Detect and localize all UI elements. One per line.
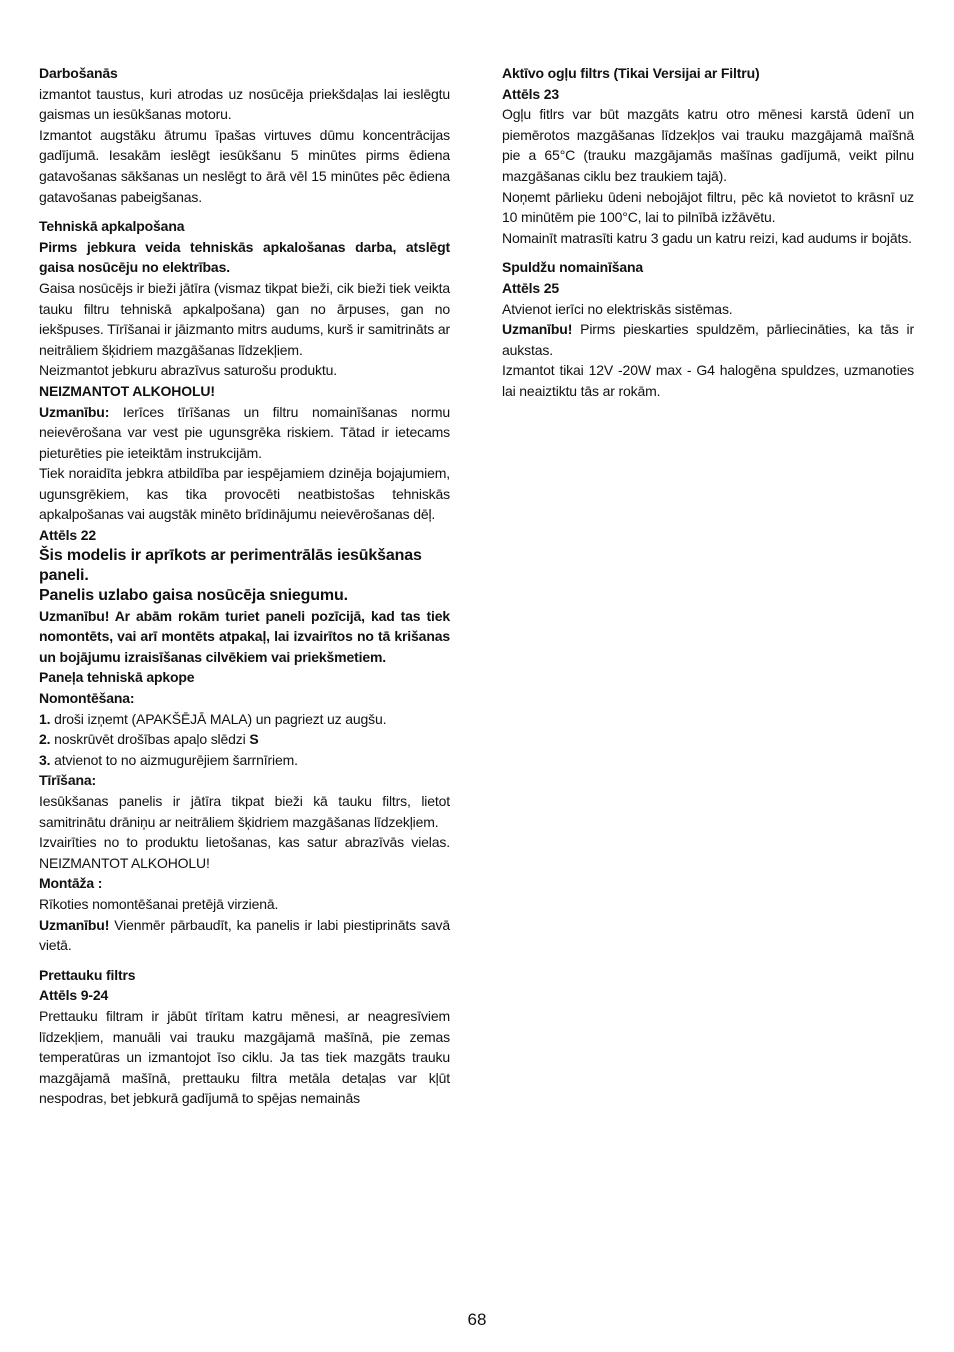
paragraph: Izvairīties no to produktu lietošanas, kas satur abrazīvās vielas. NEIZMANTOT ALKOHOLU!	[39, 834, 450, 871]
heading-spuldzu-nomainisana: Spuldžu nomainīšana	[502, 259, 644, 276]
figure-reference: Attēls 23	[502, 85, 560, 102]
heading-prettauku-filtrs: Prettauku filtrs	[39, 966, 136, 983]
caution-label: Uzmanību:	[39, 403, 110, 420]
page-number	[0, 1310, 954, 1330]
no-alcohol-warning: NEIZMANTOT ALKOHOLU!	[39, 382, 215, 399]
caution-paragraph	[39, 402, 450, 464]
subheading-panel-maintenance: Paneļa tehniskā apkope	[39, 669, 195, 686]
paragraph: Iesūkšanas panelis ir jātīra tikpat bieži kā tauku filtrs, lietot samitrinātu drāniņu ar neitrāliem šķidriem mazgāšanas līdzekļiem.	[39, 793, 450, 830]
caution-text: Vienmēr pārbaudīt, ka panelis ir labi piestiprināts savā vietā.	[39, 916, 450, 954]
right-column	[502, 63, 914, 402]
paragraph: Noņemt pārlieku ūdeni nebojājot filtru, pēc kā novietot to krāsnī uz 10 minūtēm pie 100°C, lai to pilnībā izžāvētu.	[502, 188, 914, 226]
step-item	[39, 709, 450, 730]
left-column	[39, 63, 450, 1109]
paragraph: Gaisa nosūcējs ir bieži jātīra (vismaz tikpat bieži, cik bieži tiek veikta tauku filtru tehniskā apkalpošana) gan no ārpuses, gan no iekšpuses. Tīrīšanai ir jāizmanto mitrs audums, kurš ir samitrināts ar neitrāliem šķidriem mazgāšanas līdzekļiem.	[39, 279, 450, 358]
paragraph: Rīkoties nomontēšanai pretējā virzienā.	[39, 895, 279, 912]
step-strong: S	[249, 731, 259, 748]
subheading-mounting: Montāža :	[39, 875, 103, 892]
heading-aktivo-oglu-filtrs: Aktīvo ogļu filtrs (Tikai Versijai ar Filtru)	[502, 65, 760, 81]
heading-darbosanas: Darbošanās	[39, 65, 118, 81]
step-number: 1.	[39, 710, 51, 727]
caution-label: Uzmanību!	[502, 321, 573, 338]
paragraph: Ogļu fitlrs var būt mazgāts katru otro mēnesi karstā ūdenī un piemērotos mazgāšanas līdzekļos vai trauku mazgājamā maīšnā pie a 65°C (trauku mazgājamās mašīnas gadījumā, veikt pilnu mazgāšanas ciklu bez traukiem tajā).	[502, 106, 914, 184]
paragraph: Izmantot tikai 12V -20W max - G4 halogēna spuldzes, uzmanoties lai neaiztiktu tās ar rokām.	[502, 362, 914, 399]
step-text: droši izņemt (APAKŠĒJĀ MALA) un pagriezt uz augšu.	[50, 710, 387, 727]
paragraph: izmantot taustus, kuri atrodas uz nosūcēja priekšdaļas lai ieslēgtu gaismas un iesūkšanas motoru.	[39, 85, 450, 123]
caution-text: Ierīces tīrīšanas un filtru nomainīšanas normu neievērošana var vest pie ugunsgrēka riskiem. Tātad ir ietecams pieturēties pie ieteiktām instrukcijām.	[39, 403, 450, 461]
step-number: 2.	[39, 731, 51, 748]
subheading-cleaning: Tīrīšana:	[39, 772, 97, 789]
model-statement: Šis modelis ir aprīkots ar perimentrālās iesūkšanas paneli.	[39, 546, 422, 584]
paragraph: Atvienot ierīci no elektriskās sistēmas.	[502, 300, 733, 317]
heading-tehniska-apkalposana: Tehniskā apkalpošana	[39, 218, 185, 235]
caution-paragraph	[39, 915, 450, 956]
paragraph: Neizmantot jebkuru abrazīvus saturošu produktu.	[39, 362, 337, 379]
step-item	[39, 750, 450, 771]
caution-label: Uzmanību!	[39, 916, 110, 933]
step-number: 3.	[39, 751, 51, 768]
subheading-removal: Nomontēšana:	[39, 690, 135, 707]
paragraph: Prettauku filtram ir jābūt tīrītam katru mēnesi, ar neagresīviem līdzekļiem, manuāli vai trauku mazgājamā mašīnā, pie zemas temperatūras un izmantojot īso ciklu. Ja tas tiek mazgāts trauku mazgājamā mašīnā, prettauku filtra metāla detaļas var kļūt nespodras, bet jebkurā gadījumā to spējas nemainās	[39, 1007, 450, 1107]
step-text: noskrūvēt drošības apaļo slēdzi	[50, 731, 250, 748]
panel-statement: Panelis uzlabo gaisa nosūcēja sniegumu.	[39, 586, 348, 604]
step-item	[39, 729, 450, 750]
figure-reference: Attēls 9-24	[39, 987, 109, 1004]
figure-reference: Attēls 25	[502, 279, 560, 296]
caution-paragraph	[502, 319, 914, 360]
figure-reference: Attēls 22	[39, 527, 97, 544]
warning-text: Pirms jebkura veida tehniskās apkalošanas darba, atslēgt gaisa nosūcēju no elektrības.	[39, 238, 450, 276]
paragraph: Nomainīt matrasīti katru 3 gadu un katru reizi, kad audums ir bojāts.	[502, 229, 912, 246]
paragraph: Izmantot augstāku ātrumu īpašas virtuves dūmu koncentrācijas gadījumā. Iesakām ieslēgt iesūkšanu 5 minūtes pirms ēdiena gatavošanas sākšanas un neslēgt to ārā vēl 15 minūtes pēc ēdiena gatavošanas pabeigšanas.	[39, 126, 450, 205]
page-number-text: 68	[467, 1310, 487, 1329]
step-text: atvienot to no aizmugurējiem šarrnīriem.	[50, 751, 298, 768]
caution-text: Pirms pieskarties spuldzēm, pārliecināties, ka tās ir aukstas.	[502, 321, 914, 358]
paragraph: Tiek noraidīta jebkra atbildība par iespējamiem dzinēja bojajumiem, ugunsgrēkiem, kas tika provocēti neatbistošas tehniskās apkalpošanas vai augstāk minēto brīdinājumu neievērošanas dēļ.	[39, 465, 450, 523]
panel-warning: Uzmanību! Ar abām rokām turiet paneli pozīcijā, kad tas tiek nomontēts, vai arī montēts atpakaļ, lai izvairītos no tā krišanas un bojājumu izraisīšanas cilvēkiem vai priekšmetiem.	[39, 607, 450, 665]
